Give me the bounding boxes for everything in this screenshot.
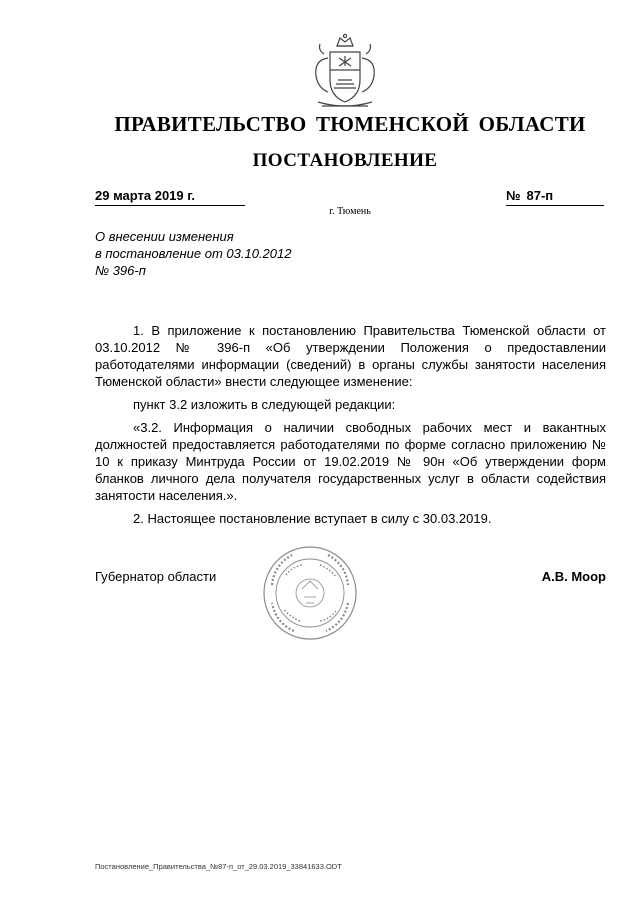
city-label: г. Тюмень: [329, 206, 371, 217]
subject-line: О внесении изменения: [95, 229, 234, 244]
body-paragraph: пункт 3.2 изложить в следующей редакции:: [133, 397, 396, 412]
body-paragraph: 2. Настоящее постановление вступает в силу с 30.03.2019.: [133, 511, 492, 526]
official-seal-stamp-icon: [262, 545, 358, 641]
document-body: [95, 322, 606, 533]
tyumen-coat-of-arms-icon: [302, 32, 388, 112]
number-value: 87-п: [526, 188, 554, 203]
document-date: 29 марта 2019 г.: [95, 188, 245, 206]
subject-line: в постановление от 03.10.2012: [95, 246, 292, 261]
document-subject: [95, 228, 345, 279]
body-paragraph: «3.2. Информация о наличии свободных рабочих мест и вакантных должностей предоставляется работодателями по форме согласно приложению № 10 к приказу Минтруда России от 19.02.2019 № 90н «Об утверждении форм бланков личного дела получателя государственных услуг в области содействия занятости населения.».: [95, 420, 606, 503]
number-sign: №: [506, 188, 521, 203]
signatory-name: А.В. Моор: [541, 569, 606, 584]
document-number: [506, 188, 604, 206]
organization-title: ПРАВИТЕЛЬСТВО ТЮМЕНСКОЙ ОБЛАСТИ: [114, 112, 586, 136]
document-type-title: ПОСТАНОВЛЕНИЕ: [252, 150, 438, 171]
subject-line: № 396-п: [95, 263, 146, 278]
body-paragraph: 1. В приложение к постановлению Правительства Тюменской области от 03.10.2012 № 396-п «Об утверждении Положения о предоставлении работодателями информации (сведений) в органы службы занятости населения Тюменской области» внести следующее изменение:: [95, 323, 606, 389]
signatory-title: Губернатор области: [95, 569, 217, 584]
file-footer: Постановление_Правительства_№87-п_от_29.03.2019_33841633.ODT: [95, 862, 342, 871]
